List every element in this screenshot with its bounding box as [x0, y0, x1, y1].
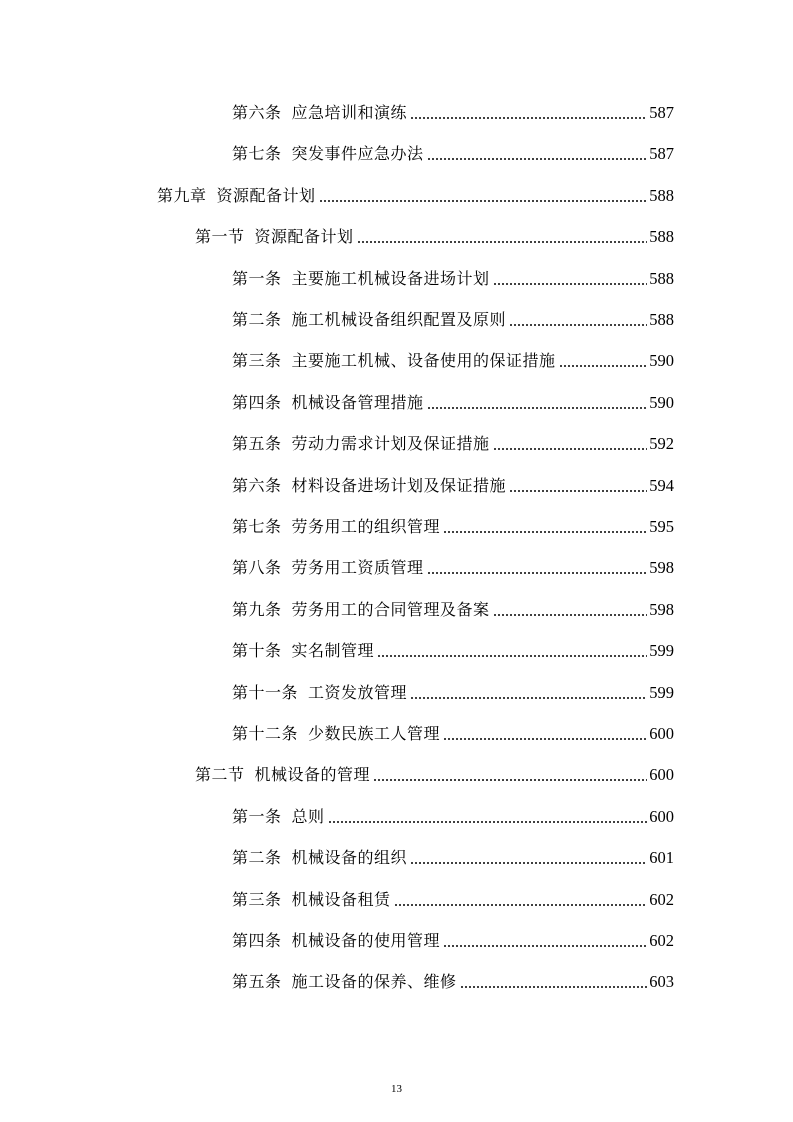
toc-entry-page: 600 — [649, 765, 674, 785]
toc-entry-label — [232, 309, 506, 331]
toc-entry-number: 第五条 — [232, 972, 282, 992]
toc-entry-number: 第七条 — [232, 144, 282, 164]
toc-entry-label — [232, 102, 407, 124]
page-number: 13 — [391, 1083, 402, 1095]
toc-entry-number: 第二条 — [232, 310, 282, 329]
toc-entry-page: 590 — [649, 392, 674, 412]
toc-entry[interactable] — [232, 794, 674, 828]
toc-entry-page: 590 — [649, 351, 674, 371]
toc-entry-title: 机械设备的使用管理 — [291, 931, 441, 950]
dot-leader — [373, 779, 647, 781]
toc-entry[interactable] — [232, 670, 674, 704]
toc-entry[interactable] — [232, 297, 674, 331]
toc-entry-label — [232, 599, 490, 621]
toc-entry-title: 机械设备的管理 — [254, 765, 371, 785]
toc-entry-label — [195, 764, 370, 786]
toc-entry-number: 第二条 — [232, 848, 282, 868]
toc-entry-title: 少数民族工人管理 — [308, 724, 441, 743]
toc-entry-title: 机械设备的组织 — [291, 848, 408, 868]
toc-entry-title: 资源配备计划 — [216, 185, 316, 205]
toc-entry-number: 第四条 — [232, 392, 282, 412]
dot-leader — [443, 945, 647, 947]
toc-entry-label — [232, 475, 506, 497]
toc-entry-label — [232, 557, 424, 579]
toc-entry[interactable] — [232, 711, 674, 745]
toc-entry-label — [232, 930, 440, 952]
toc-entry-label — [232, 640, 374, 662]
dot-leader — [493, 283, 648, 285]
toc-entry-label — [157, 185, 316, 207]
toc-entry-label — [232, 682, 407, 704]
toc-entry-label — [232, 723, 440, 745]
toc-entry-title: 劳动力需求计划及保证措施 — [291, 434, 490, 454]
dot-leader — [319, 200, 648, 202]
toc-entry[interactable] — [232, 338, 674, 372]
toc-entry-number: 第一节 — [195, 227, 245, 247]
toc-entry-number: 第十一条 — [232, 682, 299, 702]
dot-leader — [410, 697, 647, 699]
toc-entry-label — [232, 392, 424, 414]
toc-entry[interactable] — [232, 959, 674, 993]
toc-entry-label — [232, 433, 490, 455]
toc-entry-number: 第十条 — [232, 641, 282, 661]
toc-entry-title: 工资发放管理 — [308, 682, 408, 702]
dot-leader — [410, 117, 647, 119]
toc-entry-number: 第三条 — [232, 889, 282, 909]
dot-leader — [410, 862, 647, 864]
toc-entry-number: 第八条 — [232, 558, 282, 578]
toc-entry[interactable] — [232, 877, 674, 911]
toc-entry-number: 第九章 — [157, 185, 207, 205]
toc-entry[interactable] — [232, 545, 674, 579]
toc-entry-page: 595 — [649, 517, 674, 536]
toc-entry[interactable] — [232, 504, 674, 538]
dot-leader — [509, 324, 647, 326]
toc-entry-page: 602 — [649, 889, 674, 909]
toc-entry-title: 主要施工机械设备进场计划 — [291, 268, 490, 288]
dot-leader — [377, 655, 647, 657]
dot-leader — [427, 158, 648, 160]
toc-entry-label — [232, 971, 457, 993]
toc-entry-number: 第四条 — [232, 931, 282, 950]
toc-entry[interactable] — [232, 587, 674, 621]
toc-entry-label — [195, 226, 354, 248]
toc-entry-label — [232, 350, 556, 372]
dot-leader — [394, 904, 648, 906]
toc-entry-title: 机械设备租赁 — [291, 889, 391, 909]
dot-leader — [427, 572, 648, 574]
dot-leader — [328, 821, 648, 823]
toc-entry-page: 594 — [649, 475, 674, 495]
toc-entry[interactable] — [232, 421, 674, 455]
toc-entry-page: 587 — [649, 103, 674, 122]
toc-entry-page: 588 — [649, 268, 674, 288]
dot-leader — [460, 986, 648, 988]
toc-entry-title: 施工设备的保养、维修 — [291, 972, 457, 992]
toc-entry[interactable] — [157, 173, 674, 207]
toc-entry-page: 599 — [649, 641, 674, 661]
toc-entry-title: 机械设备管理措施 — [291, 392, 424, 412]
toc-entry-page: 588 — [649, 310, 674, 329]
toc-entry-number: 第一条 — [232, 268, 282, 288]
toc-entry-page: 587 — [649, 144, 674, 164]
toc-entry-title: 劳务用工的合同管理及备案 — [291, 599, 490, 619]
dot-leader — [443, 738, 647, 740]
toc-entry-number: 第十二条 — [232, 724, 299, 743]
toc-entry[interactable] — [232, 380, 674, 414]
toc-entry-number: 第六条 — [232, 475, 282, 495]
dot-leader — [509, 490, 647, 492]
toc-entry-page: 602 — [649, 931, 674, 950]
dot-leader — [443, 531, 647, 533]
toc-entry-title: 总则 — [291, 806, 325, 826]
toc-entry-title: 材料设备进场计划及保证措施 — [291, 475, 507, 495]
toc-entry-title: 施工机械设备组织配置及原则 — [291, 310, 507, 329]
toc-entry-page: 599 — [649, 682, 674, 702]
toc-entry-page: 603 — [649, 972, 674, 992]
toc-entry-number: 第七条 — [232, 517, 282, 536]
dot-leader — [559, 365, 648, 367]
toc-entry-label — [232, 889, 391, 911]
toc-entry-title: 主要施工机械、设备使用的保证措施 — [291, 351, 556, 371]
toc-entry-title: 应急培训和演练 — [291, 103, 408, 122]
toc-entry-label — [232, 143, 424, 165]
toc-entry-page: 598 — [649, 558, 674, 578]
toc-entry-label — [232, 806, 325, 828]
toc-entry-title: 突发事件应急办法 — [291, 144, 424, 164]
toc-entry-number: 第一条 — [232, 806, 282, 826]
toc-entry-number: 第五条 — [232, 434, 282, 454]
toc-entry-page: 592 — [649, 434, 674, 454]
toc-entry[interactable] — [232, 835, 674, 869]
toc-entry-label — [232, 516, 440, 538]
toc-entry[interactable] — [232, 628, 674, 662]
toc-entry-page: 588 — [649, 185, 674, 205]
toc-entry-title: 资源配备计划 — [254, 227, 354, 247]
dot-leader — [427, 407, 648, 409]
toc-entry-title: 实名制管理 — [291, 641, 375, 661]
toc-entry-page: 588 — [649, 227, 674, 247]
toc-entry-page: 598 — [649, 599, 674, 619]
dot-leader — [493, 614, 648, 616]
toc-entry-label — [232, 268, 490, 290]
toc-entry-title: 劳务用工资质管理 — [291, 558, 424, 578]
toc-entry[interactable] — [195, 214, 674, 248]
toc-entry-page: 601 — [649, 848, 674, 868]
toc-entry-page: 600 — [649, 806, 674, 826]
toc-entry-title: 劳务用工的组织管理 — [291, 517, 441, 536]
toc-entry-number: 第三条 — [232, 351, 282, 371]
toc-entry-label — [232, 847, 407, 869]
dot-leader — [357, 241, 648, 243]
toc-entry-number: 第二节 — [195, 765, 245, 785]
toc-entry-number: 第九条 — [232, 599, 282, 619]
toc-entry[interactable] — [232, 918, 674, 952]
toc-entry[interactable] — [195, 752, 674, 786]
toc-entry-number: 第六条 — [232, 103, 282, 122]
toc-entry[interactable] — [232, 131, 674, 165]
toc-entry[interactable] — [232, 463, 674, 497]
toc-entry[interactable] — [232, 256, 674, 290]
toc-entry[interactable] — [232, 90, 674, 124]
toc-entry-page: 600 — [649, 724, 674, 743]
dot-leader — [493, 448, 648, 450]
